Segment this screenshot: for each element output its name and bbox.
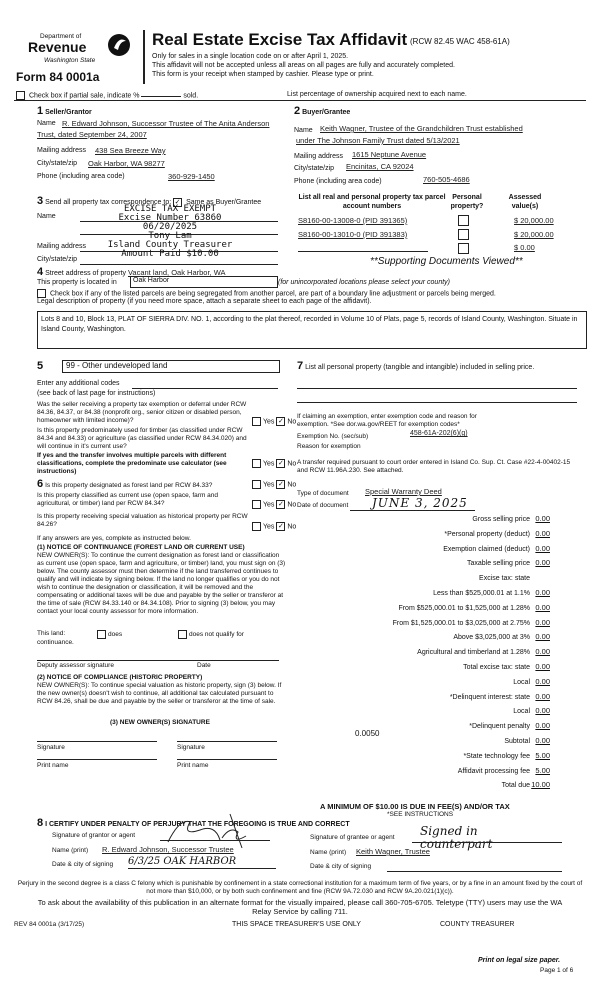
sec4-street-label: Street address of property [45, 270, 127, 277]
grantor-date-city[interactable]: 6/3/25 OAK HARBOR [128, 856, 237, 867]
sec4-num: 4 [37, 266, 44, 278]
logo-swirl-icon [106, 32, 132, 58]
ownership-note: List percentage of ownership acquired next to each name. [287, 91, 467, 98]
sec5-q1: Was the seller receiving a property tax exemption or deferral under RCW 84.36, 84.37, or 84.38 (nonprofit org., senior citizen or disabled person, homeowner with limited income)? [37, 401, 247, 424]
yes-label-4: Yes [263, 501, 275, 509]
tax-row-value[interactable]: 0.00 [535, 721, 550, 730]
page-number: Page 1 of 6 [540, 967, 574, 974]
header-sub1: Only for sales in a single location code on or after April 1, 2025. [152, 53, 349, 60]
tax-row-value[interactable]: 0.00 [535, 706, 550, 715]
seller-title: Seller/Grantor [45, 109, 92, 116]
personal-prop-checkbox-1[interactable] [458, 229, 469, 240]
same-as-buyer-checkbox[interactable]: ✓ [174, 198, 181, 206]
sec7-text: List all personal property (tangible and intangible) included in selling price. [305, 364, 535, 371]
tax-row-label: Exemption claimed (deduct) [443, 546, 530, 553]
tax-row-value[interactable]: 0.00 [535, 529, 550, 538]
tax-row-value[interactable]: 0.00 [535, 692, 550, 701]
sec8-num: 8 [37, 817, 44, 829]
buyer-phone[interactable]: 760-505-4686 [423, 175, 470, 184]
parcel-row-0[interactable]: S8160-00-13008-0 (PID 391365) [298, 216, 408, 225]
sec5-codes-note: (see back of last page for instructions) [37, 390, 156, 397]
sec7-doc-date-label: Date of document [297, 502, 349, 509]
tax-row-label: Subtotal [504, 738, 530, 745]
tax-row-label: *State technology fee [463, 753, 530, 760]
sec6-does: does [108, 631, 123, 639]
sec6-note: If any answers are yes, complete as instructed below. [37, 535, 191, 542]
header-sub3: This form is your receipt when stamped by cashier. Please type or print. [152, 71, 374, 78]
sec5-q2-yes-checkbox[interactable] [252, 459, 261, 468]
grantor-name[interactable]: R. Edward Johnson, Successor Trustee [102, 845, 234, 854]
treasurer-only: THIS SPACE TREASURER'S USE ONLY [232, 921, 361, 928]
sec4-located-label: This property is located in [37, 279, 117, 286]
buyer-name-line2[interactable]: under The Johnson Family Trust dated 5/13/2021 [296, 136, 460, 145]
parcel-value-1[interactable]: $ 20,000.00 [514, 230, 554, 239]
buyer-city[interactable]: Encinitas, CA 92024 [346, 162, 414, 171]
yes-label-5: Yes [263, 523, 275, 531]
no-label-3: No [287, 481, 297, 489]
deputy-sig-label: Deputy assessor signature [37, 662, 114, 669]
sec6-num: 6 [37, 478, 44, 490]
sec5-codes-label: Enter any additional codes [37, 380, 120, 387]
parcel-value-2[interactable]: $ 0.00 [514, 243, 535, 252]
grantee-name-label: Name (print) [310, 849, 347, 856]
exempt-stamp [100, 205, 240, 259]
tax-row-label: Affidavit processing fee [457, 768, 530, 775]
grantee-name[interactable]: Keith Wagner, Trustee [356, 847, 430, 856]
perjury-note: Perjury in the second degree is a class C felony which is punishable by confinement in a state correctional institution for a maximum term of five years, or by a fine in an amount fixed by the court of not more than $10,000, or by both such confinement and fine (RCW 9A.72.030 and RCW 9A.20.021(1)(c)). [17, 880, 583, 895]
seller-mail-label: Mailing address [37, 147, 87, 154]
tax-row-value[interactable]: 5.00 [535, 766, 550, 775]
buyer-phone-label: Phone (including area code) [294, 178, 382, 185]
stamp-line-5: Amount Paid $10.00 [121, 249, 219, 259]
tax-row-label: Taxable selling price [466, 560, 530, 567]
tax-row-value[interactable]: 0.00 [535, 662, 550, 671]
tax-row-label: Agricultural and timberland at 1.28% [417, 649, 530, 656]
sec7-exempt-no[interactable]: 458-61A-202(6)(g) [410, 430, 468, 437]
sec3-line4 [80, 264, 278, 265]
sec6-q3: Is this property receiving special valuation as historical property per RCW 84.26? [37, 513, 248, 528]
sec5-q1-yesno [252, 417, 296, 427]
deputy-sig-line [37, 660, 279, 661]
parcel-row-2-line [298, 251, 428, 252]
tax-row-value[interactable]: 0.00 [535, 618, 550, 627]
partial-label-b: sold. [183, 92, 199, 100]
owner-print-line-b [177, 759, 277, 760]
sec6-q1-yes-checkbox[interactable] [252, 480, 261, 489]
seller-name-line1[interactable]: R. Edward Johnson, Successor Trustee of The Anita Anderson [62, 119, 270, 128]
sec7-doc-date[interactable]: JUNE 3, 2025 [372, 496, 468, 510]
sec6-n1-title: (1) NOTICE OF CONTINUANCE (FOREST LAND OR CURRENT USE) [37, 544, 245, 551]
buyer-mail[interactable]: 1615 Neptune Avenue [352, 150, 427, 159]
tax-row-value[interactable]: 5.00 [535, 751, 550, 760]
header-divider [143, 30, 145, 84]
tax-row-value[interactable]: 0.00 [535, 588, 550, 597]
owner-print-line-a [37, 759, 157, 760]
sec7-exempt-label: If claiming an exemption, enter exemption code and reason for exemption. *See dor.wa.gov/REET for exemption codes* [297, 413, 477, 428]
sec7-line1 [297, 388, 577, 389]
stamp-line-3: Tony Lam [148, 231, 192, 241]
form-number: Form 84 0001a [16, 70, 100, 84]
dept-line3: Washington State [44, 57, 96, 64]
legal-size-note: Print on legal size paper. [478, 957, 561, 964]
sec5-q2a: Is this property predominately used for timber (as classified under RCW 84.34 and 84.33) or agriculture (as classified under RCW 84.34.020) and will continue in it's current use? [37, 427, 247, 450]
seller-mail[interactable]: 438 Sea Breeze Way [95, 146, 166, 155]
header-sub2: This affidavit will not be accepted unless all areas on all pages are fully and accurately completed. [152, 62, 455, 69]
does-qualify-checkbox[interactable] [97, 630, 106, 639]
seller-name-line2[interactable]: Trust, dated September 24, 2007 [37, 130, 147, 139]
parcel-row-1[interactable]: S8160-00-13010-0 (PID 391383) [298, 230, 408, 239]
sec6-q3-yes-checkbox[interactable] [252, 522, 261, 531]
form-title: Real Estate Excise Tax Affidavit [152, 30, 408, 49]
does-not-qualify-checkbox[interactable] [178, 630, 187, 639]
sec4-location-select[interactable]: Oak Harbor [130, 276, 278, 288]
tax-row-label: *Delinquent interest: state [449, 694, 530, 701]
sec3-city-label: City/state/zip [37, 256, 78, 263]
no-label-4: No [287, 501, 297, 509]
parcels-col3: Assessed value(s) [508, 194, 542, 210]
tax-row-label: Total excise tax: state [463, 664, 530, 671]
dept-line1: Department of [40, 33, 82, 40]
grantor-date-line [128, 868, 276, 869]
sec5-q1-no-checkbox[interactable]: ✓ [277, 418, 284, 425]
tax-row-value[interactable]: 0.00 [535, 647, 550, 656]
sec7-exempt-no-label: Exemption No. (sec/sub) [297, 433, 369, 440]
tax-row-label: Local [513, 679, 530, 686]
sec6-q2: Is this property classified as current use (open space, farm and agricultural, or timber) land per RCW 84.34? [37, 492, 219, 507]
owner-print-label-b: Print name [177, 762, 209, 769]
sec3-num: 3 [37, 195, 44, 207]
tax-row-label: Less than $525,000.01 at 1.1% [433, 590, 530, 597]
sec6-n3-title: (3) NEW OWNER(S) SIGNATURE [110, 719, 210, 726]
sec6-q2-yesno [252, 500, 296, 510]
sec6-does-row [97, 630, 122, 639]
sec6-q3-no-checkbox[interactable]: ✓ [277, 523, 284, 530]
stamp-line-2: 06/20/2025 [142, 222, 198, 232]
tax-row-label: Local [513, 708, 530, 715]
sec7-doc-type[interactable]: Special Warranty Deed [365, 487, 442, 496]
seller-heading [37, 105, 92, 118]
sec6-q2-yes-checkbox[interactable] [252, 500, 261, 509]
form-rcw: (RCW 82.45 WAC 458-61A) [410, 37, 510, 46]
sec6-continuance: continuance. [37, 639, 74, 646]
sec6-q1: Is this property designated as forest land per RCW 84.33? [45, 482, 213, 489]
sig-grantee-label: Signature of grantee or agent [310, 834, 395, 841]
yes-label-3: Yes [263, 481, 275, 489]
grantee-signature[interactable]: Signed in counterpart [420, 824, 493, 851]
sec3-mail-label: Mailing address [37, 243, 87, 250]
sec7-doc-type-label: Type of document [297, 490, 349, 497]
tax-row-value[interactable]: 0.00 [535, 514, 550, 523]
sec7-num: 7 [297, 360, 304, 372]
sec3-name-label: Name [37, 213, 56, 220]
sec4-legal-label: Legal description of property (if you need more space, attach a separate sheet to each page of the affidavit). [37, 298, 372, 305]
partial-sale-checkbox[interactable] [16, 91, 25, 100]
dept-line2: Revenue [28, 39, 87, 55]
tax-row-label: Gross selling price [472, 516, 530, 523]
rev-number: REV 84 0001a (3/17/25) [14, 921, 85, 928]
tax-row-value[interactable]: 0.00 [535, 558, 550, 567]
sec4-segregated: Check box if any of the listed parcels are being segregated from another parcel, are part of a boundary line adjustment or parcels being merged. [49, 290, 496, 298]
buyer-num: 2 [294, 105, 301, 117]
county-treasurer: COUNTY TREASURER [440, 921, 515, 928]
tax-row-label: From $1,525,000.01 to $3,025,000 at 2.75% [392, 620, 530, 627]
sec7-row [297, 360, 577, 373]
sec7-reason-label: Reason for exemption [297, 443, 361, 450]
sec7-reason[interactable]: A transfer required pursuant to court order entered in Island Co. Sup. Ct. Case #22-4-00402-15 and RCW 11.96A.230. See attached. [297, 459, 571, 474]
owner-sig-line-a [37, 741, 157, 742]
alt-format-note: To ask about the availability of this publication in an alternate format for the visually impaired, please call 360-705-6705. Teletype (TTY) users may use the WA Relay Service by calling 711. [37, 898, 563, 916]
parcel-value-0[interactable]: $ 20,000.00 [514, 216, 554, 225]
deputy-date-label: Date [197, 662, 211, 669]
owner-print-label-a: Print name [37, 762, 69, 769]
buyer-title: Buyer/Grantee [302, 109, 351, 116]
parcels-col1: List all real and personal property tax parcel account numbers [298, 194, 446, 210]
sec3-same: Same as Buyer/Grantee [186, 199, 262, 206]
sec4-located-note: (for unincorporated locations please select your county) [278, 279, 450, 286]
sec6-q2-no-checkbox[interactable]: ✓ [277, 501, 284, 508]
owner-sig-label-a: Signature [37, 744, 65, 751]
sec6-q1-no-checkbox[interactable]: ✓ [277, 481, 284, 488]
tax-row-label: From $525,000.01 to $1,525,000 at 1.28% [398, 605, 530, 612]
parcels-col2: Personal property? [450, 194, 484, 210]
partial-percent-field[interactable] [141, 96, 181, 97]
sig-grantor-label: Signature of grantor or agent [52, 832, 136, 839]
sec6-n1-text: NEW OWNER(S): To continue the current designation as forest land or classification as current use (open space, farm and agriculture, or timber) land, you must sign on (3) below. The county assessor must then determine if the land transferred continues to qualify and will indicate by signing below. If the land no longer qualifies or you do not wish to continue the designation or classification, it will be removed and the compensating or additional taxes will be due and payable by the seller or transferor at the time of sale (RCW 84.33.140 or 84.34.108). Prior to signing (3) below, you may contact your local county assessor for more information. [37, 552, 286, 615]
personal-prop-checkbox-2[interactable] [458, 243, 469, 254]
sec6-q1-row [37, 478, 251, 490]
sig-grantee-line [412, 842, 562, 843]
sec6-q1-yesno [252, 480, 296, 490]
dor-logo [14, 30, 132, 74]
tax-row-value[interactable]: 0.00 [535, 544, 550, 553]
seller-phone-label: Phone (including area code) [37, 173, 125, 180]
sec6-n2-title: (2) NOTICE OF COMPLIANCE (HISTORIC PROPERTY) [37, 674, 203, 681]
sec8-certify: I CERTIFY UNDER PENALTY OF PERJURY THAT THE FOREGOING IS TRUE AND CORRECT [45, 821, 350, 828]
tax-row-label: *Personal property (deduct) [444, 531, 530, 538]
sec5-num: 5 [37, 360, 44, 372]
no-label-2: No [287, 460, 297, 468]
seller-city-label: City/state/zip [37, 160, 78, 167]
yes-label-2: Yes [263, 460, 275, 468]
seller-phone[interactable]: 360-929-1450 [168, 172, 215, 181]
tax-row-label: Above $3,025,000 at 3% [453, 634, 530, 641]
sec6-this-land: This land: [37, 630, 66, 637]
seller-num: 1 [37, 105, 44, 117]
grantee-date-line [387, 871, 562, 872]
sec6-n2-text: NEW OWNER(S): To continue special valuation as historic property, sign (3) below. If the new owner(s) doesn't wish to continue, all additional tax calculated pursuant to RCW 84.26, shall be due and payable by the seller or transferor at the time of sale. [37, 682, 282, 705]
seller-city[interactable]: Oak Harbor, WA 98277 [88, 159, 165, 168]
stamp-line-4: Island County Treasurer [107, 240, 233, 250]
owner-sig-line-b [177, 741, 277, 742]
owner-sig-label-b: Signature [177, 744, 205, 751]
tax-row-value[interactable]: 10.00 [531, 780, 550, 789]
partial-label-a: Check box if partial sale, indicate % [28, 92, 140, 100]
buyer-name-label: Name [294, 127, 313, 134]
header-rule [14, 100, 586, 101]
grantor-name-label: Name (print) [52, 847, 89, 854]
buyer-city-label: City/state/zip [294, 165, 335, 172]
sec4-street[interactable]: Vacant land, Oak Harbor, WA [127, 268, 226, 277]
sec6-does-not-row [178, 630, 244, 639]
sec6-does-not: does not qualify for [189, 631, 244, 639]
sec5-q2b: If yes and the transfer involves multiple parcels with different classifications, complete the predominate use calculator (see instructions) [37, 452, 227, 475]
seller-name-label: Name [37, 120, 56, 127]
no-label-5: No [287, 523, 297, 531]
sec5-codes-line [132, 388, 278, 389]
stamp-line-1: Excise Number 63860 [118, 213, 222, 223]
buyer-heading [294, 105, 350, 118]
local-rate: 0.0050 [355, 729, 380, 738]
tax-row-label: Excise tax: state [479, 575, 530, 582]
no-label-1: No [287, 418, 297, 426]
sec3-text: Send all property tax correspondence to: [45, 199, 172, 206]
buyer-name-line1[interactable]: Keith Wagner, Trustee of the Grandchildren Trust established [320, 124, 523, 133]
tax-row-label: Total due [501, 782, 530, 789]
grantee-date-label: Date & city of signing [310, 863, 372, 870]
sec5-q2-no-checkbox[interactable]: ✓ [277, 460, 284, 467]
doc-date-line [350, 510, 475, 511]
sec5-q2-yesno [252, 459, 296, 469]
legal-description-box[interactable]: Lots 8 and 10, Block 13, PLAT OF SIERRA DIV. NO. 1, according to the plat thereof, recorded in Volume 10 of Plats, page 5, records of Island County, Washington. Situate in Island County, Washington. [37, 311, 587, 349]
tax-see-instr: *SEE INSTRUCTIONS [387, 811, 454, 818]
personal-prop-checkbox-0[interactable] [458, 215, 469, 226]
tax-minimum: A MINIMUM OF $10.00 IS DUE IN FEE(S) AND/OR TAX [320, 802, 510, 811]
sec7-line2 [297, 402, 577, 403]
tax-row-label: *Delinquent penalty [469, 723, 530, 730]
yes-label-1: Yes [263, 418, 275, 426]
stamp-line-0: EXCISE TAX EXEMPT [123, 204, 217, 214]
sec5-q1-yes-checkbox[interactable] [252, 417, 261, 426]
buyer-mail-label: Mailing address [294, 153, 344, 160]
land-use-code-select[interactable]: 99 - Other undeveloped land [62, 360, 280, 373]
grantor-date-label: Date & city of signing [52, 861, 114, 868]
tax-row-value[interactable]: 0.00 [535, 736, 550, 745]
sec6-q3-yesno [252, 522, 296, 532]
tax-row-value[interactable]: 0.00 [535, 632, 550, 641]
supporting-docs: **Supporting Documents Viewed** [370, 256, 523, 267]
segregated-checkbox[interactable] [37, 289, 46, 298]
tax-row-value[interactable]: 0.00 [535, 603, 550, 612]
tax-row-value[interactable]: 0.00 [535, 677, 550, 686]
